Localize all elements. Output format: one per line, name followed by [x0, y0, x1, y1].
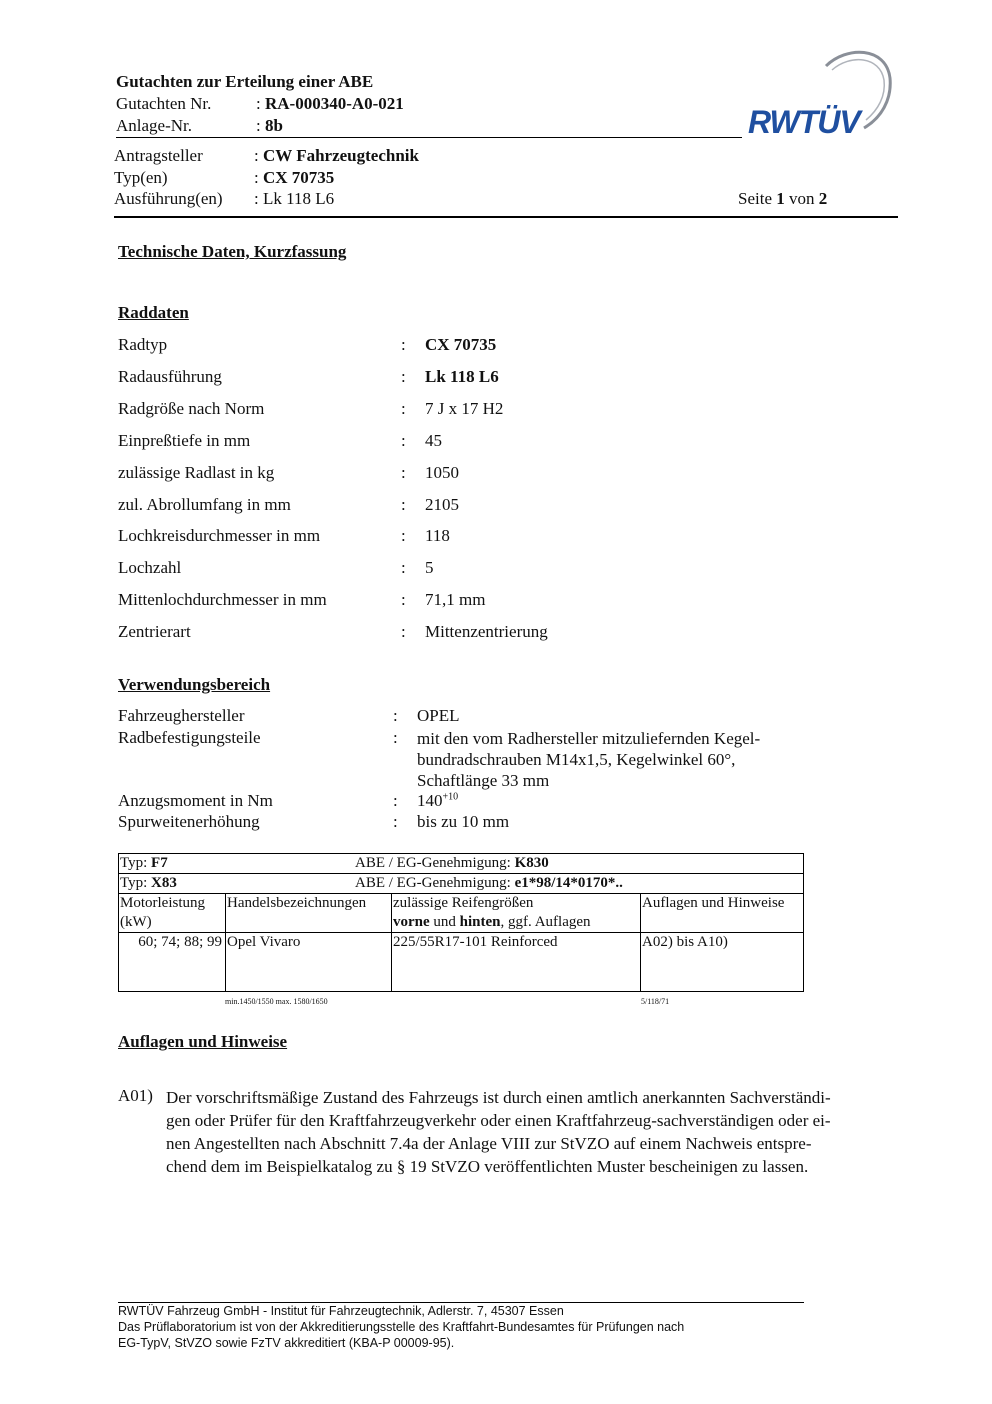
separator: :	[393, 812, 398, 831]
separator: :	[401, 622, 406, 641]
ausfuehrung-field	[254, 189, 334, 209]
raddaten-value: CX 70735	[425, 335, 497, 354]
a01-line: chend dem im Beispielkatalog zu § 19 StVZO veröffentlichten Muster bescheinigen zu lassen.	[166, 1157, 809, 1176]
befestigung-value	[417, 728, 760, 791]
tire-header-hinten: hinten	[459, 914, 501, 930]
table-row	[119, 854, 804, 874]
typ-row-2	[119, 874, 804, 894]
separator: :	[256, 94, 261, 113]
separator: :	[393, 728, 398, 747]
separator: :	[254, 146, 259, 165]
raddaten-label: Einpreßtiefe in mm	[118, 431, 251, 450]
abe-prefix: ABE / EG-Genehmigung:	[355, 875, 511, 891]
separator: :	[393, 791, 398, 810]
ausfuehrung-label: Ausführung(en)	[114, 189, 223, 208]
raddaten-value: 7 J x 17 H2	[425, 399, 504, 418]
raddaten-heading: Raddaten	[118, 303, 189, 322]
typen-field	[254, 168, 334, 188]
separator: :	[401, 495, 406, 514]
cell-kw: 60; 74; 88; 99	[119, 933, 226, 992]
gutachten-value: RA-000340-A0-021	[264, 94, 404, 113]
gutachten-label: Gutachten Nr.	[116, 94, 212, 113]
abe-table	[118, 853, 804, 992]
verwendung-heading: Verwendungsbereich	[118, 675, 271, 694]
typen-label: Typ(en)	[114, 168, 168, 187]
raddaten-label: Radgröße nach Norm	[118, 399, 265, 418]
table-note-right: 5/118/71	[641, 997, 670, 1006]
tire-header-vorne: vorne	[393, 914, 430, 930]
raddaten-label: Radtyp	[118, 335, 168, 354]
anzug-number: 140	[417, 791, 443, 810]
abe-value: K830	[514, 855, 549, 871]
raddaten-value: 71,1 mm	[425, 590, 486, 609]
tire-header-text: zulässige Reifengrößen	[393, 895, 534, 911]
page-of: von	[789, 189, 815, 208]
typ-prefix: Typ:	[120, 875, 148, 891]
befestigung-label: Radbefestigungsteile	[118, 728, 261, 747]
gutachten-field	[256, 94, 404, 114]
anlage-field	[256, 116, 283, 136]
separator: :	[401, 558, 406, 577]
table-row	[119, 874, 804, 894]
a01-line: nen Angestellten nach Abschnitt 7.4a der Anlage VIII zur StVZO auf einem Nachweis entspre-	[166, 1134, 812, 1153]
anlage-label: Anlage-Nr.	[116, 116, 193, 135]
raddaten-label: Radausführung	[118, 367, 222, 386]
separator: :	[401, 526, 406, 545]
spur-value: bis zu 10 mm	[417, 812, 510, 831]
typ-value: F7	[151, 855, 168, 871]
raddaten-value: Lk 118 L6	[425, 367, 499, 386]
header-bottom-divider	[114, 216, 898, 218]
typen-value: CX 70735	[262, 168, 335, 187]
a01-line: Der vorschriftsmäßige Zustand des Fahrzeugs ist durch einen amtlich anerkannten Sachverständi-	[166, 1088, 831, 1107]
header-divider	[116, 137, 742, 138]
raddaten-value: 45	[425, 431, 442, 450]
ausfuehrung-value: Lk 118 L6	[262, 189, 335, 208]
table-row	[119, 933, 804, 992]
abe-prefix: ABE / EG-Genehmigung:	[355, 855, 511, 871]
rwtuev-logo	[746, 48, 896, 143]
anzug-label: Anzugsmoment in Nm	[118, 791, 273, 810]
raddaten-label: Zentrierart	[118, 622, 191, 641]
anlage-value: 8b	[264, 116, 283, 135]
footer	[118, 1303, 684, 1351]
raddaten-label: Lochkreisdurchmesser in mm	[118, 526, 321, 545]
antragsteller-value: CW Fahrzeugtechnik	[262, 146, 419, 165]
hersteller-label: Fahrzeughersteller	[118, 706, 245, 725]
table-header-row	[119, 894, 804, 933]
separator: :	[401, 367, 406, 386]
page-current: 1	[776, 189, 785, 208]
auflagen-heading: Auflagen und Hinweise	[118, 1032, 288, 1051]
raddaten-label: Lochzahl	[118, 558, 182, 577]
separator: :	[393, 706, 398, 725]
raddaten-label: zulässige Radlast in kg	[118, 463, 275, 482]
typ-row-1	[119, 854, 804, 874]
footer-line: RWTÜV Fahrzeug GmbH - Institut für Fahrzeugtechnik, Adlerstr. 7, 45307 Essen	[118, 1304, 564, 1318]
footer-line: EG-TypV, StVZO sowie FzTV akkreditiert (KBA-P 00009-95).	[118, 1336, 455, 1350]
antragsteller-field	[254, 146, 419, 166]
separator: :	[401, 335, 406, 354]
tire-header-rest: , ggf. Auflagen	[500, 914, 591, 930]
separator: :	[254, 168, 259, 187]
separator: :	[254, 189, 259, 208]
document-title: Gutachten zur Erteilung einer ABE	[116, 72, 374, 91]
a01-text	[166, 1086, 831, 1178]
separator: :	[401, 431, 406, 450]
table-note-left: min.1450/1550 max. 1580/1650	[225, 997, 328, 1006]
befestigung-line: bundradschrauben M14x1,5, Kegelwinkel 60°,	[417, 750, 736, 769]
page-total: 2	[818, 189, 828, 208]
anzug-value	[417, 791, 458, 811]
page-prefix: Seite	[738, 189, 772, 208]
spur-label: Spurweitenerhöhung	[118, 812, 260, 831]
raddaten-value: 5	[425, 558, 434, 577]
page-number	[738, 189, 827, 209]
section-title: Technische Daten, Kurzfassung	[118, 242, 347, 261]
typ-value: X83	[151, 875, 177, 891]
raddaten-value: 118	[425, 526, 450, 545]
anzug-tolerance: +10	[442, 791, 459, 803]
tire-header-und: und	[429, 914, 460, 930]
logo-text: RWTÜV	[748, 104, 860, 140]
cell-tire: 225/55R17-101 Reinforced	[392, 933, 641, 992]
cell-notes: A02) bis A10)	[641, 933, 804, 992]
raddaten-label: zul. Abrollumfang in mm	[118, 495, 291, 514]
footer-line: Das Prüflaboratorium ist von der Akkreditierungsstelle des Kraftfahrt-Bundesamtes für Prüfungen nach	[118, 1320, 685, 1334]
column-header	[392, 894, 641, 933]
a01-line: gen oder Prüfer für den Kraftfahrzeugverkehr oder einen Kraftfahrzeug-sachverständigen oder ei-	[166, 1111, 831, 1130]
abe-value: e1*98/14*0170*..	[514, 875, 623, 891]
column-header: Handelsbezeichnungen	[226, 894, 392, 933]
abe-field	[355, 874, 623, 893]
raddaten-value: 1050	[425, 463, 459, 482]
befestigung-line: Schaftlänge 33 mm	[417, 771, 550, 790]
raddaten-value: 2105	[425, 495, 459, 514]
a01-code: A01)	[118, 1086, 153, 1105]
column-header: Motorleistung (kW)	[119, 894, 226, 933]
separator: :	[256, 116, 261, 135]
column-header: Auflagen und Hinweise	[641, 894, 804, 933]
separator: :	[401, 590, 406, 609]
befestigung-line: mit den vom Radhersteller mitzuliefernden Kegel-	[417, 729, 761, 748]
cell-name: Opel Vivaro	[226, 933, 392, 992]
raddaten-value: Mittenzentrierung	[425, 622, 548, 641]
antragsteller-label: Antragsteller	[114, 146, 203, 165]
hersteller-value: OPEL	[417, 706, 460, 725]
separator: :	[401, 463, 406, 482]
abe-field	[355, 854, 549, 873]
raddaten-label: Mittenlochdurchmesser in mm	[118, 590, 327, 609]
separator: :	[401, 399, 406, 418]
typ-prefix: Typ:	[120, 855, 148, 871]
